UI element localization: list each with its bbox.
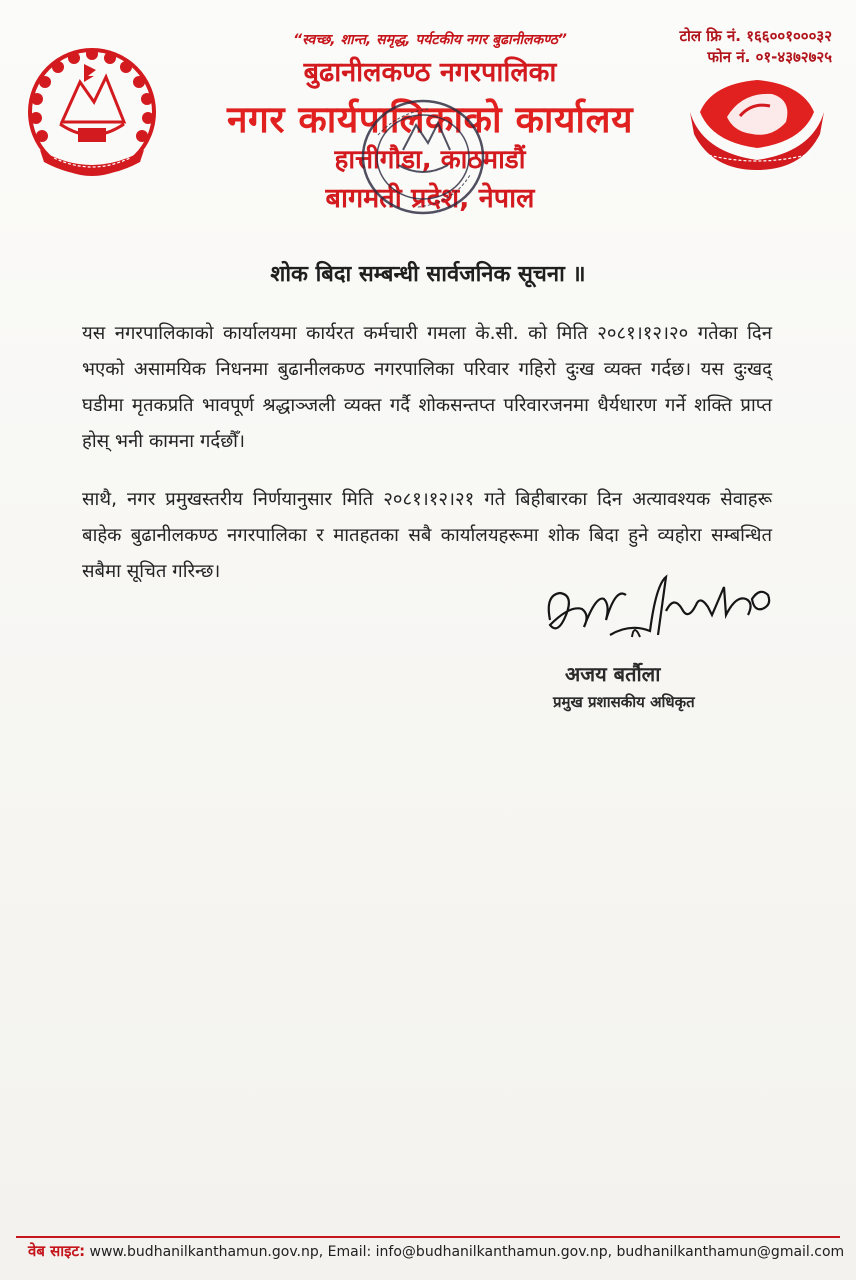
office-location: हात्तीगौडा, काठमाडौं [334, 145, 526, 175]
contact-info [679, 26, 832, 68]
footer-contact: वेब साइट: www.budhanilkanthamun.gov.np, Email: info@budhanilkanthamun.gov.np, budhanilkanthamun@gmail.com [28, 1242, 845, 1260]
notice-title: शोक बिदा सम्बन्धी सार्वजनिक सूचना ॥ [270, 262, 586, 287]
website-link[interactable]: www.budhanilkanthamun.gov.np [89, 1244, 319, 1260]
municipality-tagline: “स्वच्छ, शान्त, समृद्ध, पर्यटकीय नगर बुढानीलकण्ठ” [293, 32, 567, 48]
nepal-government-emblem-icon [22, 42, 162, 182]
signatory-title: प्रमुख प्रशासकीय अधिकृत [553, 693, 695, 711]
signatory-name: अजय बर्तौला [565, 662, 661, 686]
toll-free-number: टोल फ्रि नं. १६६००१०००३२ [679, 27, 832, 45]
email-link-gmail[interactable]: budhanilkanthamun@gmail.com [616, 1244, 845, 1260]
notice-paragraph-1: यस नगरपालिकाको कार्यालयमा कार्यरत कर्मचारी गमला के.सी. को मिति २०८१।१२।२० गतेका दिन भएको असामयिक निधनमा बुढानीलकण्ठ नगरपालिका परिवार गहिरो दुःख व्यक्त गर्दछ। यस दुःखद् घडीमा मृतकप्रति भावपूर्ण श्रद्धाञ्जली व्यक्त गर्दै शोकसन्तप्त परिवारजनमा धैर्यधारण गर्ने शक्ति प्राप्त होस् भनी कामना गर्दछौँ। [82, 323, 772, 452]
office-round-stamp-icon [358, 95, 488, 220]
website-label: वेब साइट: [28, 1242, 86, 1260]
letterhead [0, 0, 856, 230]
handwritten-signature-icon [540, 565, 780, 660]
footer-divider [16, 1236, 840, 1238]
email-label: Email: [327, 1244, 372, 1260]
phone-number: फोन नं. ०१-४३७२७२५ [707, 48, 832, 66]
office-name: नगर कार्यपालिकाको कार्यालय [226, 98, 634, 141]
email-link-info[interactable]: info@budhanilkanthamun.gov.np [375, 1244, 608, 1260]
notice-paragraph-2: साथै, नगर प्रमुखस्तरीय निर्णयानुसार मिति २०८१।१२।२१ गते बिहीबारका दिन अत्यावश्यक सेवाहरू बाहेक बुढानीलकण्ठ नगरपालिका र मातहतका सबै कार्यालयहरूमा शोक बिदा हुने व्यहोरा सम्बन्धित सबैमा सूचित गरिन्छ। [82, 489, 772, 582]
municipality-name: बुढानीलकण्ठ नगरपालिका [303, 57, 557, 88]
municipality-logo-icon [682, 72, 832, 172]
office-province: बागमती प्रदेश, नेपाल [325, 183, 535, 214]
